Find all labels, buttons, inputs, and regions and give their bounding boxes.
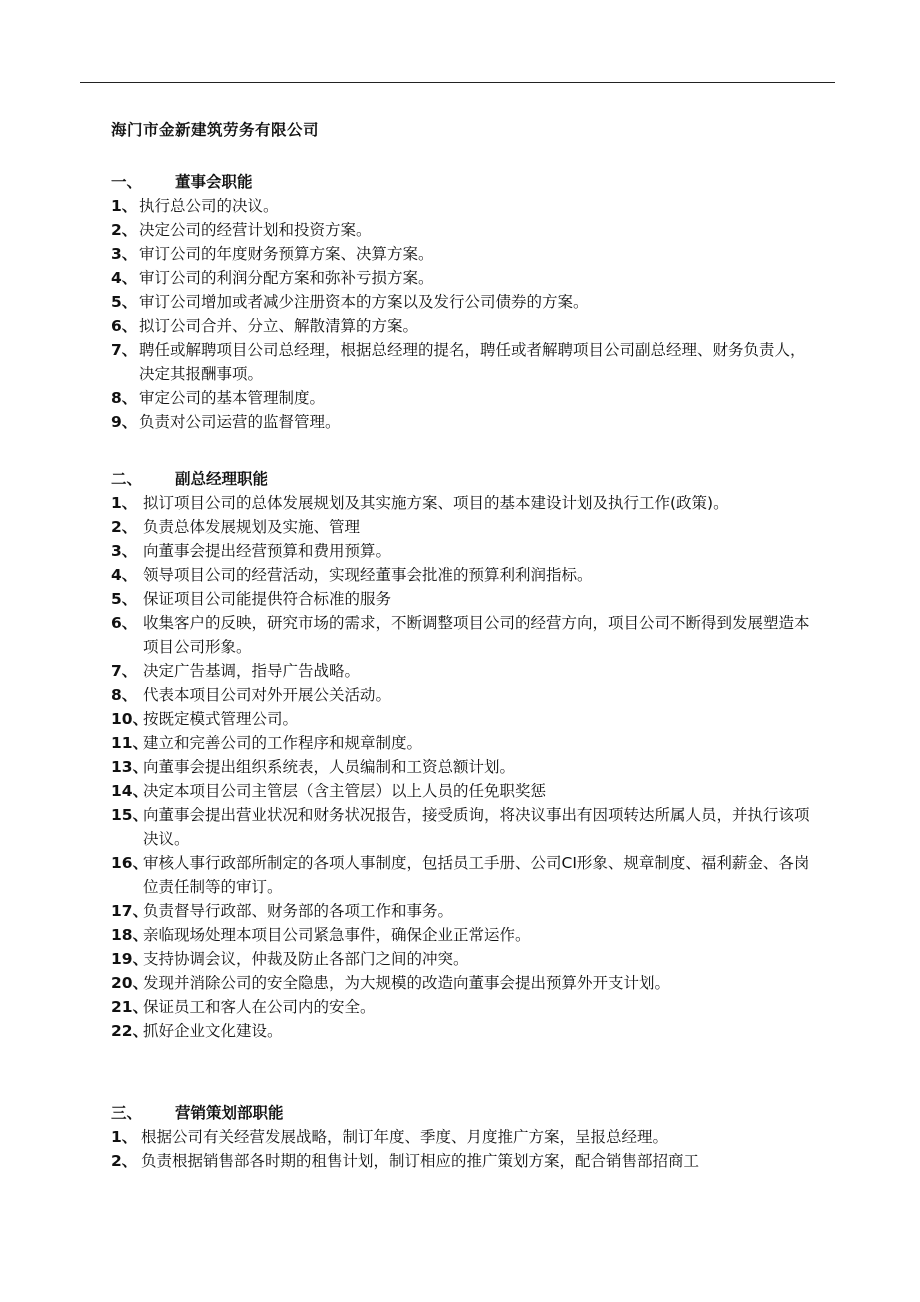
list-item (111, 194, 811, 218)
list-item (111, 995, 811, 1019)
item-text: 发现并消除公司的安全隐患，为大规模的改造向董事会提出预算外开支计划。 (143, 974, 671, 992)
item-number: 1、 (111, 1128, 138, 1146)
item-number: 21、 (111, 998, 149, 1016)
list-item (111, 218, 811, 242)
section-number: 一、 (111, 173, 143, 191)
list-item (111, 242, 811, 266)
item-number: 2、 (111, 1152, 138, 1170)
item-number: 4、 (111, 566, 138, 584)
item-text: 根据公司有关经营发展战略，制订年度、季度、月度推广方案，呈报总经理。 (141, 1128, 669, 1146)
list-item (111, 266, 811, 290)
item-number: 8、 (111, 686, 138, 704)
item-number: 19、 (111, 950, 149, 968)
list-item (111, 971, 811, 995)
section-number: 三、 (111, 1104, 143, 1122)
section-heading: 营销策划部职能 (175, 1104, 284, 1122)
item-number: 5、 (111, 590, 138, 608)
item-text: 审订公司的年度财务预算方案、决算方案。 (139, 245, 434, 263)
list-item (111, 707, 811, 731)
item-text: 审订公司的利润分配方案和弥补亏损方案。 (139, 269, 434, 287)
list-item (111, 779, 811, 803)
section-board (111, 170, 811, 434)
item-number: 20、 (111, 974, 149, 992)
list-item (111, 587, 811, 611)
item-number: 3、 (111, 245, 138, 263)
item-text: 按既定模式管理公司。 (143, 710, 299, 728)
list-item (111, 563, 811, 587)
item-number: 17、 (111, 902, 149, 920)
item-text: 向董事会提出经营预算和费用预算。 (143, 542, 392, 560)
item-text: 决定公司的经营计划和投资方案。 (139, 221, 372, 239)
section-marketing (111, 1101, 811, 1173)
item-number: 14、 (111, 782, 149, 800)
list-item (111, 683, 811, 707)
item-text: 保证员工和客人在公司内的安全。 (143, 998, 376, 1016)
section-number: 二、 (111, 470, 143, 488)
list-item (111, 515, 811, 539)
item-number: 7、 (111, 662, 138, 680)
item-text: 领导项目公司的经营活动，实现经董事会批准的预算利利润指标。 (143, 566, 593, 584)
list-item (111, 851, 811, 899)
list-item (111, 491, 811, 515)
list-item (111, 539, 811, 563)
item-number: 7、 (111, 341, 138, 359)
item-number: 3、 (111, 542, 138, 560)
item-text: 决定本项目公司主管层（含主管层）以上人员的任免职奖惩 (143, 782, 547, 800)
list-item (111, 803, 811, 851)
item-text: 向董事会提出营业状况和财务状况报告，接受质询，将决议事出有因项转达所属人员，并执行该项决议。 (143, 806, 810, 848)
item-text: 拟订公司合并、分立、解散清算的方案。 (139, 317, 419, 335)
item-number: 18、 (111, 926, 149, 944)
item-text: 负责督导行政部、财务部的各项工作和事务。 (143, 902, 454, 920)
header-rule (80, 82, 835, 83)
item-number: 22、 (111, 1022, 149, 1040)
item-number: 16、 (111, 854, 149, 872)
company-name: 海门市金新建筑劳务有限公司 (111, 121, 320, 139)
item-number: 1、 (111, 197, 138, 215)
list-item (111, 1019, 811, 1043)
list-item (111, 1125, 811, 1149)
item-number: 9、 (111, 413, 138, 431)
list-item (111, 611, 811, 659)
item-text: 拟订项目公司的总体发展规划及其实施方案、项目的基本建设计划及执行工作(政策)。 (143, 494, 729, 512)
item-text: 亲临现场处理本项目公司紧急事件，确保企业正常运作。 (143, 926, 531, 944)
section-title (111, 170, 811, 194)
section-heading: 董事会职能 (175, 173, 253, 191)
item-number: 2、 (111, 518, 138, 536)
list-item (111, 290, 811, 314)
list-item (111, 410, 811, 434)
list-item (111, 314, 811, 338)
item-text: 审定公司的基本管理制度。 (139, 389, 326, 407)
item-text: 负责根据销售部各时期的租售计划，制订相应的推广策划方案，配合销售部招商工 (141, 1152, 700, 1170)
item-text: 负责对公司运营的监督管理。 (139, 413, 341, 431)
list-item (111, 386, 811, 410)
item-text: 抓好企业文化建设。 (143, 1022, 283, 1040)
item-text: 收集客户的反映，研究市场的需求，不断调整项目公司的经营方向，项目公司不断得到发展塑造本项目公司形象。 (143, 614, 810, 656)
list-item (111, 755, 811, 779)
list-item (111, 659, 811, 683)
list-item (111, 899, 811, 923)
section-heading: 副总经理职能 (175, 470, 269, 488)
section-deputy-gm (111, 467, 811, 1043)
item-number: 4、 (111, 269, 138, 287)
list-item (111, 947, 811, 971)
item-number: 5、 (111, 293, 138, 311)
item-text: 建立和完善公司的工作程序和规章制度。 (143, 734, 423, 752)
item-number: 11、 (111, 734, 149, 752)
list-item (111, 1149, 811, 1173)
list-item (111, 731, 811, 755)
item-number: 6、 (111, 317, 138, 335)
item-text: 执行总公司的决议。 (139, 197, 279, 215)
item-text: 决定广告基调，指导广告战略。 (143, 662, 361, 680)
section-title (111, 467, 811, 491)
list-item (111, 923, 811, 947)
item-number: 13、 (111, 758, 149, 776)
item-number: 15、 (111, 806, 149, 824)
item-number: 1、 (111, 494, 138, 512)
item-text: 保证项目公司能提供符合标准的服务 (143, 590, 392, 608)
item-number: 8、 (111, 389, 138, 407)
item-number: 2、 (111, 221, 138, 239)
item-text: 代表本项目公司对外开展公关活动。 (143, 686, 392, 704)
item-text: 支持协调会议，仲裁及防止各部门之间的冲突。 (143, 950, 469, 968)
item-text: 聘任或解聘项目公司总经理，根据总经理的提名，聘任或者解聘项目公司副总经理、财务负责人，决定其报酬事项。 (139, 341, 806, 383)
item-text: 负责总体发展规划及实施、管理 (143, 518, 361, 536)
list-item (111, 338, 811, 386)
item-text: 向董事会提出组织系统表，人员编制和工资总额计划。 (143, 758, 516, 776)
item-number: 10、 (111, 710, 149, 728)
item-text: 审订公司增加或者减少注册资本的方案以及发行公司债券的方案。 (139, 293, 589, 311)
item-number: 6、 (111, 614, 138, 632)
section-title (111, 1101, 811, 1125)
item-text: 审核人事行政部所制定的各项人事制度，包括员工手册、公司CI形象、规章制度、福利薪金、各岗位责任制等的审订。 (143, 854, 810, 896)
